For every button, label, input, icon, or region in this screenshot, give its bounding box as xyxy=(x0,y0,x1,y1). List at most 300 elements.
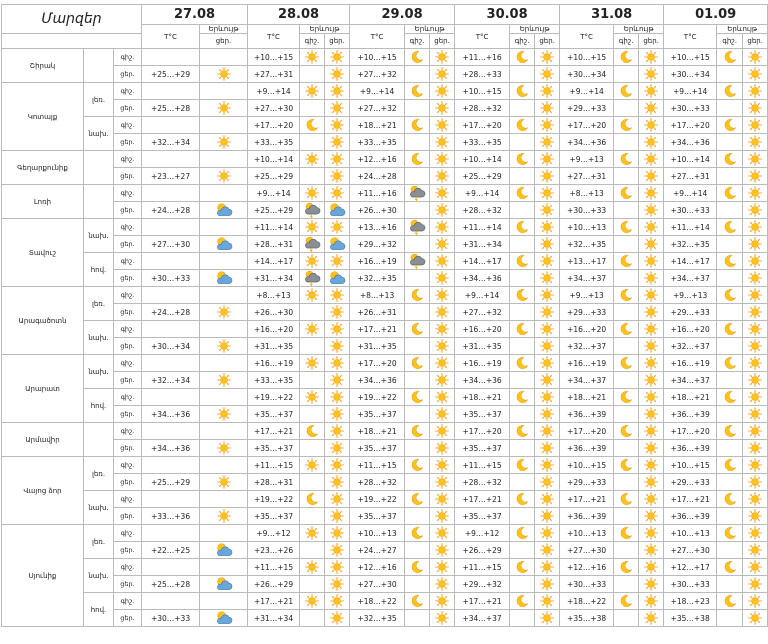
day-phenomenon-cell xyxy=(430,287,455,304)
day-phenomenon-cell xyxy=(200,253,248,270)
night-phenomenon-cell xyxy=(510,66,535,83)
temperature-cell: +30…+33 xyxy=(560,576,614,593)
temperature-cell: +33…+35 xyxy=(350,134,405,151)
day-label: ցեր. xyxy=(535,34,560,49)
forecast-row xyxy=(2,202,768,219)
night-phenomenon-cell xyxy=(300,219,325,236)
night-phenomenon-cell xyxy=(405,457,430,474)
day-phenomenon-cell xyxy=(639,576,664,593)
moon-icon xyxy=(410,287,424,304)
subregion-label: հով. xyxy=(84,253,114,287)
date-header: 28.08 xyxy=(248,5,350,25)
temperature-cell: +16…+19 xyxy=(560,355,614,372)
night-phenomenon-cell xyxy=(510,355,535,372)
temperature-cell: +31…+34 xyxy=(248,610,300,627)
day-phenomenon-cell xyxy=(639,559,664,576)
day-phenomenon-cell xyxy=(325,355,350,372)
day-phenomenon-cell xyxy=(535,134,560,151)
day-phenomenon-cell xyxy=(639,219,664,236)
day-phenomenon-cell xyxy=(430,321,455,338)
day-phenomenon-cell xyxy=(325,117,350,134)
sun-icon xyxy=(748,440,762,457)
day-phenomenon-cell xyxy=(325,151,350,168)
day-phenomenon-cell xyxy=(639,100,664,117)
sun-icon xyxy=(644,185,658,202)
forecast-row xyxy=(2,491,768,508)
time-of-day-label: ցեր. xyxy=(114,474,142,491)
night-phenomenon-cell xyxy=(300,168,325,185)
day-phenomenon-cell xyxy=(639,202,664,219)
sun-icon xyxy=(435,372,449,389)
phenomenon-header: Երևույթ xyxy=(300,25,350,34)
time-of-day-label: գիշ. xyxy=(114,423,142,440)
temperature-cell: +17…+21 xyxy=(350,321,405,338)
sun-icon xyxy=(748,576,762,593)
day-phenomenon-cell xyxy=(639,525,664,542)
day-phenomenon-cell xyxy=(430,83,455,100)
forecast-row xyxy=(2,457,768,474)
date-header: 27.08 xyxy=(142,5,248,25)
partly-cloudy-icon xyxy=(214,236,234,253)
forecast-row xyxy=(2,304,768,321)
temperature-cell: +27…+30 xyxy=(142,236,200,253)
day-phenomenon-cell xyxy=(325,66,350,83)
forecast-row xyxy=(2,134,768,151)
night-phenomenon-cell xyxy=(405,525,430,542)
temperature-cell: +28…+32 xyxy=(455,100,510,117)
sun-icon xyxy=(540,151,554,168)
sun-icon xyxy=(748,49,762,66)
temperature-cell: +10…+15 xyxy=(664,457,717,474)
night-phenomenon-cell xyxy=(717,219,743,236)
night-phenomenon-cell xyxy=(405,372,430,389)
night-phenomenon-cell xyxy=(614,372,639,389)
night-phenomenon-cell xyxy=(510,168,535,185)
day-phenomenon-cell xyxy=(325,287,350,304)
sun-icon xyxy=(644,100,658,117)
night-phenomenon-cell xyxy=(717,389,743,406)
night-phenomenon-cell xyxy=(300,83,325,100)
temperature-cell xyxy=(142,321,200,338)
day-phenomenon-cell xyxy=(325,542,350,559)
night-phenomenon-cell xyxy=(405,304,430,321)
sun-icon xyxy=(217,508,231,525)
moon-icon xyxy=(723,457,737,474)
moon-icon xyxy=(515,389,529,406)
sun-icon xyxy=(540,559,554,576)
day-phenomenon-cell xyxy=(535,219,560,236)
temperature-cell xyxy=(142,491,200,508)
day-phenomenon-cell xyxy=(743,134,768,151)
night-phenomenon-cell xyxy=(717,559,743,576)
night-phenomenon-cell xyxy=(614,457,639,474)
day-label: ցեր. xyxy=(743,34,768,49)
day-phenomenon-cell xyxy=(430,66,455,83)
partly-cloudy-icon xyxy=(214,202,234,219)
moon-icon xyxy=(619,49,633,66)
night-phenomenon-cell xyxy=(717,202,743,219)
forecast-row xyxy=(2,236,768,253)
subregion-label: նախ. xyxy=(84,355,114,389)
night-phenomenon-cell xyxy=(717,185,743,202)
temperature-cell: +11…+15 xyxy=(248,457,300,474)
night-phenomenon-cell xyxy=(717,168,743,185)
sun-icon xyxy=(644,49,658,66)
sun-icon xyxy=(330,457,344,474)
moon-icon xyxy=(619,525,633,542)
subregion-label: հով. xyxy=(84,389,114,423)
day-label: ցեր. xyxy=(325,34,350,49)
sun-icon xyxy=(330,389,344,406)
forecast-row xyxy=(2,559,768,576)
day-phenomenon-cell xyxy=(535,270,560,287)
region-name: Տավուշ xyxy=(2,219,84,287)
sun-icon xyxy=(305,525,319,542)
day-phenomenon-cell xyxy=(325,457,350,474)
night-phenomenon-cell xyxy=(510,100,535,117)
sun-icon xyxy=(540,372,554,389)
sun-icon xyxy=(217,406,231,423)
temperature-cell: +18…+21 xyxy=(664,389,717,406)
sun-icon xyxy=(748,202,762,219)
night-phenomenon-cell xyxy=(717,372,743,389)
day-phenomenon-cell xyxy=(430,202,455,219)
temperature-cell: +29…+33 xyxy=(664,304,717,321)
night-phenomenon-cell xyxy=(717,610,743,627)
moon-icon xyxy=(619,593,633,610)
temperature-cell: +35…+37 xyxy=(350,440,405,457)
day-phenomenon-cell xyxy=(743,168,768,185)
day-phenomenon-cell xyxy=(430,372,455,389)
sun-icon xyxy=(748,168,762,185)
sun-icon xyxy=(330,423,344,440)
temperature-cell: +36…+39 xyxy=(560,440,614,457)
forecast-row xyxy=(2,525,768,542)
moon-icon xyxy=(410,593,424,610)
moon-icon xyxy=(410,49,424,66)
day-phenomenon-cell xyxy=(535,542,560,559)
night-phenomenon-cell xyxy=(405,151,430,168)
night-phenomenon-cell xyxy=(614,389,639,406)
time-of-day-label: գիշ. xyxy=(114,185,142,202)
sun-icon xyxy=(305,389,319,406)
day-phenomenon-cell xyxy=(430,100,455,117)
night-phenomenon-cell xyxy=(300,304,325,321)
temperature-cell: +9…+12 xyxy=(248,525,300,542)
phenomenon-header: Երևույթ xyxy=(405,25,455,34)
region-name: Արարատ xyxy=(2,355,84,423)
night-phenomenon-cell xyxy=(614,219,639,236)
region-name: Շիրակ xyxy=(2,49,84,83)
moon-icon xyxy=(515,559,529,576)
night-phenomenon-cell xyxy=(300,474,325,491)
night-phenomenon-cell xyxy=(510,593,535,610)
day-phenomenon-cell xyxy=(200,508,248,525)
temperature-cell: +24…+28 xyxy=(350,168,405,185)
temperature-cell: +35…+37 xyxy=(455,508,510,525)
moon-icon xyxy=(305,117,319,134)
sun-icon xyxy=(330,355,344,372)
sun-icon xyxy=(644,304,658,321)
day-phenomenon-cell xyxy=(430,440,455,457)
night-phenomenon-cell xyxy=(405,559,430,576)
day-phenomenon-cell xyxy=(325,202,350,219)
day-phenomenon-cell xyxy=(743,100,768,117)
temperature-cell: +18…+21 xyxy=(350,423,405,440)
day-phenomenon-cell xyxy=(639,83,664,100)
temperature-cell xyxy=(142,457,200,474)
day-phenomenon-cell xyxy=(535,491,560,508)
forecast-row xyxy=(2,355,768,372)
temperature-cell: +9…+14 xyxy=(664,185,717,202)
forecast-row xyxy=(2,151,768,168)
day-phenomenon-cell xyxy=(535,83,560,100)
day-phenomenon-cell xyxy=(325,610,350,627)
day-phenomenon-cell xyxy=(200,185,248,202)
night-phenomenon-cell xyxy=(614,576,639,593)
night-phenomenon-cell xyxy=(510,49,535,66)
temperature-cell xyxy=(142,287,200,304)
temperature-cell: +18…+23 xyxy=(664,593,717,610)
sun-icon xyxy=(435,593,449,610)
thunderstorm-icon xyxy=(302,236,322,253)
subregion-label: նախ. xyxy=(84,491,114,525)
night-phenomenon-cell xyxy=(717,457,743,474)
temperature-cell: +9…+14 xyxy=(560,83,614,100)
night-phenomenon-cell xyxy=(300,440,325,457)
day-phenomenon-cell xyxy=(743,321,768,338)
temperature-cell: +35…+37 xyxy=(248,508,300,525)
sun-icon xyxy=(748,270,762,287)
date-header: 31.08 xyxy=(560,5,664,25)
day-phenomenon-cell xyxy=(325,406,350,423)
sun-icon xyxy=(330,474,344,491)
temperature-cell: +27…+32 xyxy=(455,304,510,321)
day-phenomenon-cell xyxy=(535,423,560,440)
day-phenomenon-cell xyxy=(200,406,248,423)
temperature-cell: +34…+36 xyxy=(142,406,200,423)
temperature-cell: +17…+21 xyxy=(248,593,300,610)
date-header: 30.08 xyxy=(455,5,560,25)
day-phenomenon-cell xyxy=(743,525,768,542)
temperature-cell: +28…+32 xyxy=(350,474,405,491)
day-phenomenon-cell xyxy=(200,202,248,219)
day-phenomenon-cell xyxy=(639,321,664,338)
temperature-cell: +35…+37 xyxy=(350,406,405,423)
day-phenomenon-cell xyxy=(639,542,664,559)
temperature-cell: +16…+19 xyxy=(664,355,717,372)
time-of-day-label: ցեր. xyxy=(114,236,142,253)
region-name: Վայոց ձոր xyxy=(2,457,84,525)
night-phenomenon-cell xyxy=(717,134,743,151)
day-phenomenon-cell xyxy=(200,219,248,236)
temperature-cell: +27…+31 xyxy=(664,168,717,185)
moon-icon xyxy=(723,117,737,134)
night-phenomenon-cell xyxy=(510,219,535,236)
day-phenomenon-cell xyxy=(535,440,560,457)
moon-icon xyxy=(515,253,529,270)
day-phenomenon-cell xyxy=(639,253,664,270)
temperature-cell: +30…+34 xyxy=(142,338,200,355)
temp-header: T°C xyxy=(664,25,717,49)
forecast-row xyxy=(2,83,768,100)
day-phenomenon-cell xyxy=(743,185,768,202)
day-phenomenon-cell xyxy=(325,321,350,338)
day-phenomenon-cell xyxy=(743,117,768,134)
sun-icon xyxy=(435,440,449,457)
day-phenomenon-cell xyxy=(200,151,248,168)
temperature-cell: +9…+14 xyxy=(664,83,717,100)
day-phenomenon-cell xyxy=(325,508,350,525)
night-phenomenon-cell xyxy=(717,474,743,491)
day-phenomenon-cell xyxy=(639,66,664,83)
sun-icon xyxy=(330,338,344,355)
sun-icon xyxy=(644,423,658,440)
sun-icon xyxy=(330,406,344,423)
day-phenomenon-cell xyxy=(200,423,248,440)
day-phenomenon-cell xyxy=(743,151,768,168)
time-of-day-label: գիշ. xyxy=(114,593,142,610)
day-phenomenon-cell xyxy=(639,508,664,525)
day-phenomenon-cell xyxy=(200,321,248,338)
night-phenomenon-cell xyxy=(405,270,430,287)
sun-icon xyxy=(217,474,231,491)
day-phenomenon-cell xyxy=(200,287,248,304)
night-phenomenon-cell xyxy=(300,491,325,508)
day-phenomenon-cell xyxy=(743,287,768,304)
night-phenomenon-cell xyxy=(300,559,325,576)
sun-icon xyxy=(435,474,449,491)
sun-icon xyxy=(644,440,658,457)
day-phenomenon-cell xyxy=(535,168,560,185)
forecast-row xyxy=(2,440,768,457)
moon-icon xyxy=(723,491,737,508)
night-phenomenon-cell xyxy=(510,236,535,253)
moon-icon xyxy=(515,287,529,304)
night-phenomenon-cell xyxy=(614,168,639,185)
forecast-row xyxy=(2,321,768,338)
sun-icon xyxy=(748,287,762,304)
day-phenomenon-cell xyxy=(200,440,248,457)
night-phenomenon-cell xyxy=(614,542,639,559)
day-phenomenon-cell xyxy=(325,185,350,202)
sun-icon xyxy=(540,100,554,117)
moon-icon xyxy=(723,185,737,202)
time-of-day-label: ցեր. xyxy=(114,134,142,151)
night-phenomenon-cell xyxy=(405,491,430,508)
night-phenomenon-cell xyxy=(614,253,639,270)
night-phenomenon-cell xyxy=(717,321,743,338)
temperature-cell: +19…+22 xyxy=(350,491,405,508)
temperature-cell: +17…+21 xyxy=(664,491,717,508)
temperature-cell: +34…+37 xyxy=(560,270,614,287)
sun-icon xyxy=(748,372,762,389)
temperature-cell: +27…+31 xyxy=(560,168,614,185)
sun-icon xyxy=(435,559,449,576)
day-phenomenon-cell xyxy=(639,474,664,491)
moon-icon xyxy=(515,83,529,100)
night-phenomenon-cell xyxy=(300,185,325,202)
sun-icon xyxy=(748,542,762,559)
subregion-label: լեռ. xyxy=(84,83,114,117)
sun-icon xyxy=(540,253,554,270)
sun-icon xyxy=(644,491,658,508)
day-phenomenon-cell xyxy=(325,423,350,440)
temperature-cell: +26…+31 xyxy=(350,304,405,321)
temperature-cell: +16…+19 xyxy=(350,253,405,270)
moon-icon xyxy=(723,355,737,372)
sun-icon xyxy=(540,219,554,236)
day-phenomenon-cell xyxy=(535,525,560,542)
moon-icon xyxy=(723,253,737,270)
night-phenomenon-cell xyxy=(300,389,325,406)
time-of-day-label: ցեր. xyxy=(114,372,142,389)
night-phenomenon-cell xyxy=(405,440,430,457)
sun-icon xyxy=(748,491,762,508)
day-phenomenon-cell xyxy=(535,559,560,576)
time-of-day-label: գիշ. xyxy=(114,457,142,474)
sun-icon xyxy=(748,610,762,627)
temperature-cell: +10…+14 xyxy=(455,151,510,168)
day-phenomenon-cell xyxy=(535,457,560,474)
night-phenomenon-cell xyxy=(510,83,535,100)
day-phenomenon-cell xyxy=(639,389,664,406)
temp-header: T°C xyxy=(142,25,200,49)
forecast-row xyxy=(2,270,768,287)
day-phenomenon-cell xyxy=(430,253,455,270)
sun-icon xyxy=(748,338,762,355)
day-phenomenon-cell xyxy=(200,457,248,474)
forecast-row xyxy=(2,610,768,627)
sun-icon xyxy=(644,66,658,83)
night-phenomenon-cell xyxy=(300,593,325,610)
day-phenomenon-cell xyxy=(430,474,455,491)
day-phenomenon-cell xyxy=(200,559,248,576)
subregion-label: նախ. xyxy=(84,117,114,151)
day-phenomenon-cell xyxy=(430,168,455,185)
temperature-cell: +10…+13 xyxy=(560,219,614,236)
temperature-cell: +30…+34 xyxy=(664,66,717,83)
sun-icon xyxy=(540,457,554,474)
day-phenomenon-cell xyxy=(639,457,664,474)
region-name: Արագածոտն xyxy=(2,287,84,355)
sun-icon xyxy=(435,168,449,185)
moon-icon xyxy=(619,559,633,576)
temperature-cell: +36…+39 xyxy=(664,406,717,423)
sun-icon xyxy=(305,151,319,168)
time-of-day-label: ցեր. xyxy=(114,576,142,593)
temperature-cell: +16…+19 xyxy=(455,355,510,372)
temperature-cell xyxy=(142,83,200,100)
day-phenomenon-cell xyxy=(200,576,248,593)
temperature-cell: +18…+22 xyxy=(560,593,614,610)
night-phenomenon-cell xyxy=(405,117,430,134)
moon-icon xyxy=(515,117,529,134)
sun-icon xyxy=(435,66,449,83)
night-phenomenon-cell xyxy=(510,134,535,151)
night-phenomenon-cell xyxy=(717,100,743,117)
day-phenomenon-cell xyxy=(430,117,455,134)
day-label: ցեր. xyxy=(200,34,248,49)
night-phenomenon-cell xyxy=(717,287,743,304)
sun-icon xyxy=(644,168,658,185)
temperature-cell: +26…+29 xyxy=(455,542,510,559)
day-phenomenon-cell xyxy=(743,270,768,287)
temperature-cell: +32…+34 xyxy=(142,372,200,389)
sun-icon xyxy=(330,542,344,559)
day-phenomenon-cell xyxy=(325,168,350,185)
thunderstorm-icon xyxy=(407,219,427,236)
